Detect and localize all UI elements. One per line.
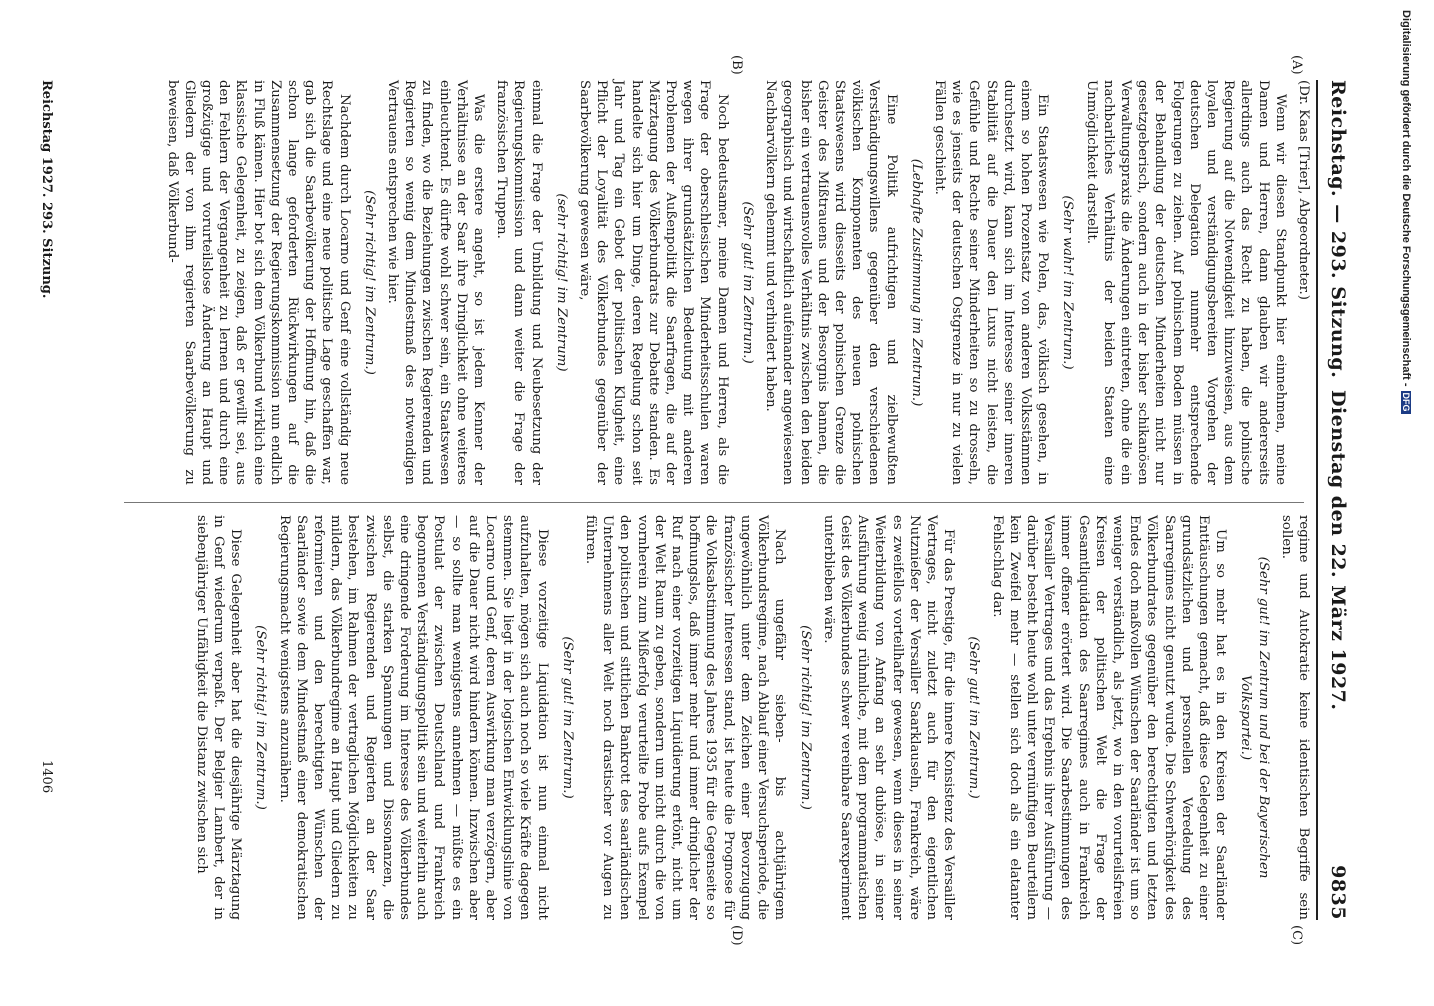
margin-marker-d: (D) xyxy=(729,925,744,946)
margin-marker-c: (C) xyxy=(1289,925,1304,946)
left-column xyxy=(157,80,1312,485)
credit-text: Digitalisierung gefördert durch die Deutsche Forschungsgemeinschaft - xyxy=(1400,10,1412,387)
digitization-credit xyxy=(1396,10,1412,990)
column-divider xyxy=(124,502,1304,503)
reaction: (Sehr richtig! im Zentrum.) xyxy=(253,625,269,810)
paragraph: Wenn wir diesen Standpunkt hier einnehmen, meine Damen und Herren, dann glauben wir andererseits allerdings auch das Recht zu haben, die polnische Regierung auf die Notwendigkeit hinzuweisen, aus dem loyalen und verständigungsbereiten Vorgehen der deutschen Delegation nunmehr entsprechende Folgerungen zu ziehen. Auf polnischem Boden müssen in der Behandlung der deutschen Minderheiten nicht nur gesetzgeberisch, sondern auch in der bisher schikanösen Verwaltungspraxis die Änderungen eintreten, ohne die ein nachbarliches Verhältnis der beiden Staaten eine Unmöglichkeit darstellt. xyxy=(1083,80,1288,485)
right-column xyxy=(187,515,1312,920)
dfg-logo: DFG xyxy=(1401,392,1411,412)
reaction: (Sehr gut! im Zentrum.) xyxy=(966,636,982,799)
reaction: (Sehr richtig! im Zentrum.) xyxy=(361,190,377,375)
reaction: (Lebhafte Zustimmung im Zentrum.) xyxy=(908,158,924,407)
reaction: (Sehr richtig! im Zentrum.) xyxy=(797,625,813,810)
paragraph: Um so mehr hat es in den Kreisen der Saarländer Enttäuschungen gemacht, daß diese Gelegenheit zu einer grundsätzlichen und personellen Veredelung des Saarregimes nicht genutzt wurde. Die Schwerhörigkeit des Völkerbundrates gegenüber den berechtigten und letzten Endes doch maßvollen Wünschen der Saarländer ist um so weniger verständlich, als jetzt, wo in den vorurteilsfreien Kreisen der politischen Welt die Frage der Gesamtliquidation des Saarregimes auch in Frankreich immer offener erörtert wird. Die Saarbestimmungen des Versailler Vertrages und das Ergebnis ihrer Ausführung — darüber besteht heute wohl unter vernünftigen Beurteilern kein Zweifel mehr — stellen sich doch als ein elatanter Fehlschlag dar. xyxy=(989,515,1229,920)
paragraph: einmal die Frage der Umbildung und Neubesetzung der Regierungskommission und dann weiter die Frage der französischen Truppen. xyxy=(494,80,544,485)
paragraph: Nachdem durch Locarno und Genf eine vollständig neue Rechtslage und eine neue politische Lage geschaffen war, gab sich die Saarbevölkerung der Hoffnung hin, daß die schon lange geforderten Rückwirkungen auf die Zusammensetzung der Regierungskommission nun endlich in Fluß kämen. Hier bot sich dem Völkerbund wirklich eine klassische Gelegenheit, zu zeigen, daß er gewillt sei, aus den Fehlern der Vergangenheit zu lernen und durch eine großzügige und vorurteilslose Änderung an Haupt und Gliedern der von ihm regierten Saarbevölkerung zu beweisen, daß Völkerbund- xyxy=(164,80,352,485)
paragraph: Was die erstere angeht, so ist jedem Kenner der Verhältnisse an der Saar ihre Dringlichkeit ohne weiteres einleuchtend. Es dürfte wohl schwer sein, ein Staatswesen zu finden, wo die Beziehungen zwischen Regierenden und Regierten so wenig dem Mindestmaß des notwendigen Vertrauens entsprechen wie hier. xyxy=(385,80,487,485)
paragraph: Nach ungefähr sieben- bis achtjährigem Völkerbundsregime, nach Ablauf einer Versuchsperiode, die ungewöhnlich unter dem Zeichen einer Bevorzugung französischer Interessen stand, ist heute die Prognose für die Volksabstimmung des Jahres 1935 für die Gegenseite so hoffnungslos, daß immer mehr und immer dringlicher der Ruf nach einer vorzeitigen Liquidierung ertönt, nicht um der Welt Raum zu geben, sondern um nicht durch die von vornherein zum Mißerfolg verurteilte Probe aufs Exempel den politischen und sittlichen Bankrott des saarländischen Unternehmens aller Welt noch drastischer vor Augen zu führen. xyxy=(583,515,788,920)
reaction: (sehr richtig! im Zentrum) xyxy=(553,193,569,372)
paragraph: regime und Autokratie keine identischen Begriffe sein sollen. xyxy=(1278,515,1311,920)
paragraph: Diese vorzeitige Liquidation ist nun einmal nicht aufzuhalten, mögen sich auch noch so viele Kräfte dagegen stemmen. Sie liegt in der logischen Entwicklungslinie von Locarno und Genf, deren Auswirkung man verzögern, aber auf die Dauer nicht wird hindern können. Inzwischen aber — so sollte man wenigstens annehmen — müßte es ein Postulat der zwischen Deutschland und Frankreich begonnenen Verständigungspolitik sein und weiterhin auch eine dringende Forderung im Interesse des Völkerbundes selbst, die starken Spannungen und Dissonanzen, die zwischen Regierenden und Regierten an der Saar bestehen, im Rahmen der vertraglichen Möglichkeiten zu mildern, das Völkerbundregime an Haupt und Gliedern zu reformieren und den berechtigten Wünschen der Saarländer sowie dem Mindestmaß einer demokratischen Regierungsmacht wenigstens anzunähern. xyxy=(276,515,550,920)
reaction: (Sehr gut! im Zentrum.) xyxy=(739,201,755,364)
speaker-line: (Dr. Kaas [Trier], Abgeordneter.) xyxy=(1296,80,1311,300)
paragraph: Diese Gelegenheit aber hat die diesjährige Märztagung in Genf wiederum verpaßt. Der Belgier Lambert, der in siebenjähriger Unfähigkeit die Distanz zwischen sich xyxy=(193,515,244,920)
footer-page-number: 1406 xyxy=(39,760,54,794)
header-page-number: 9835 xyxy=(1327,865,1349,920)
credit-strip xyxy=(0,990,1000,1006)
header-rule xyxy=(1316,80,1318,920)
header-date: Dienstag den 22. März 1927. xyxy=(1327,390,1349,711)
running-header xyxy=(1323,80,1349,920)
reaction: (Sehr gut! im Zentrum und bei der Bayerischen Volkspartei.) xyxy=(1238,556,1271,879)
margin-marker-b: (B) xyxy=(729,55,744,75)
header-title: Reichstag. — 293. Sitzung. xyxy=(1327,80,1349,379)
paragraph: Eine Politik aufrichtigen und zielbewußten Verständigungswillens gegenüber den verschiedenen völkischen Komponenten des neuen polnischen Staatswesens wird diesseits der polnischen Grenze die Geister des Mißtrauens und der Besorgnis bannen, die bisher ein vertrauensvolles Verhältnis zwischen den beiden geographisch und wirtschaftlich aufeinander angewiesenen Nachbarvölkern gehemmt und verhindert haben. xyxy=(763,80,899,485)
paragraph: Für das Prestige, für die innere Konsistenz des Versailler Vertrages, nicht zuletzt auch für den eigentlichen Nutznießer der Versailler Saarklauseln, Frankreich, wäre es zweifellos vorteilhafter gewesen, wenn dieses in seiner Weiterbildung von Anfang an sehr dubiöse, in seiner Ausführung wenig rühmliche, mit dem programmatischen Geist des Völkerbundes schwer vereinbare Saarexperiment unterblieben wäre. xyxy=(820,515,957,920)
footer-session: Reichstag 1927. 293. Sitzung. xyxy=(39,80,54,299)
paragraph: Ein Staatswesen wie Polen, das, völkisch gesehen, in einem so hohen Prozentsatz von anderen Volksstämmen durchsetzt wird, kann sich im Interesse seiner inneren Stabilität auf die Dauer den Luxus nicht leisten, die Gefühle und Rechte seiner Minderheiten so zu drosseln, wie es jenseits der deutschen Ostgrenze in nur zu vielen Fällen geschieht. xyxy=(931,80,1051,485)
paragraph: Noch bedeutsamer, meine Damen und Herren, als die Frage der oberschlesischen Minderheitsschulen waren wegen ihrer grundsätzlichen Bedeutung mit anderen Problemen der Außenpolitik die Saarfragen, die auf der Märztagung des Völkerbundrats zur Debatte standen. Es handelte sich hier um Dinge, deren Regelung schon seit Jahr und Tag ein Gebot der politischen Klugheit, eine Pflicht der Loyalität des Völkerbundes gegenüber der Saarbevölkerung gewesen wäre, xyxy=(577,80,730,485)
margin-marker-a: (A) xyxy=(1289,55,1304,75)
reaction: (Sehr gut! im Zentrum.) xyxy=(559,636,575,799)
reaction: (Sehr wahr! im Zentrum.) xyxy=(1060,195,1076,370)
